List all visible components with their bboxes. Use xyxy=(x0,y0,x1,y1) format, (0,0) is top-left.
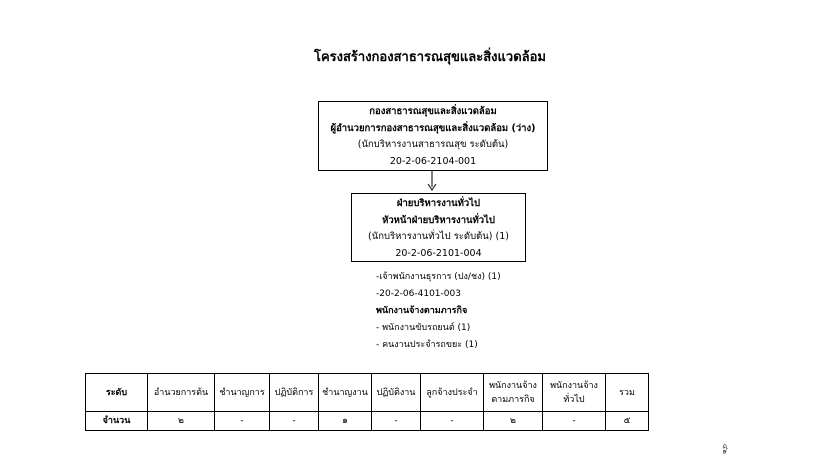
table-cell: - xyxy=(215,412,270,431)
section-position-number: 20-2-06-2101-004 xyxy=(395,247,482,259)
section-head-level: (นักบริหารงานทั่วไป ระดับต้น) (1) xyxy=(368,231,509,242)
table-cell: - xyxy=(372,412,421,431)
staff-item: - พนักงานขับรถยนต์ (1) xyxy=(376,323,471,333)
staff-item: -เจ้าพนักงานธุรการ (ปง/ชง) (1) xyxy=(376,272,501,282)
table-cell: ๒ xyxy=(484,412,543,431)
table-header-cell: ปฏิบัติงาน xyxy=(372,374,421,412)
staff-heading: พนักงานจ้างตามภารกิจ xyxy=(376,306,468,316)
table-cell: - xyxy=(543,412,606,431)
table-header-cell: ชำนาญงาน xyxy=(319,374,372,412)
section-name: ฝ่ายบริหารงานทั่วไป xyxy=(396,198,481,209)
table-row xyxy=(86,374,649,412)
table-cell: - xyxy=(421,412,484,431)
staffing-summary-table xyxy=(85,373,649,431)
table-cell: ๕ xyxy=(606,412,649,431)
table-cell: - xyxy=(270,412,319,431)
table-header-cell: ชำนาญการ xyxy=(215,374,270,412)
table-cell: ๑ xyxy=(319,412,372,431)
row-label-count: จำนวน xyxy=(86,412,148,431)
table-header-cell: ปฏิบัติการ xyxy=(270,374,319,412)
division-director-title: ผู้อำนวยการกองสาธารณสุขและสิ่งแวดล้อม (ว่าง) xyxy=(330,122,536,134)
table-header-cell: พนักงานจ้าง ทั่วไป xyxy=(543,374,606,412)
page-title: โครงสร้างกองสาธารณสุขและสิ่งแวดล้อม xyxy=(313,50,546,65)
section-head-title: หัวหน้าฝ่ายบริหารงานทั่วไป xyxy=(382,214,495,226)
section-box xyxy=(351,193,526,262)
table-header-cell: อำนวยการต้น xyxy=(148,374,215,412)
staff-item: -20-2-06-4101-003 xyxy=(376,289,461,299)
table-cell: ๒ xyxy=(148,412,215,431)
table-header-cell: รวม xyxy=(606,374,649,412)
row-label-level: ระดับ xyxy=(86,374,148,412)
division-director-level: (นักบริหารงานสาธารณสุข ระดับต้น) xyxy=(357,139,509,150)
staff-list xyxy=(376,269,501,354)
table-header-cell: ลูกจ้างประจำ xyxy=(421,374,484,412)
division-position-number: 20-2-06-2104-001 xyxy=(389,155,477,167)
table-header-cell: พนักงานจ้าง ตามภารกิจ xyxy=(484,374,543,412)
page-number: ๔๒ xyxy=(721,444,729,454)
staff-item: - คนงานประจำรถขยะ (1) xyxy=(376,340,478,350)
table-row xyxy=(86,412,649,431)
division-name: กองสาธารณสุขและสิ่งแวดล้อม xyxy=(369,106,497,117)
